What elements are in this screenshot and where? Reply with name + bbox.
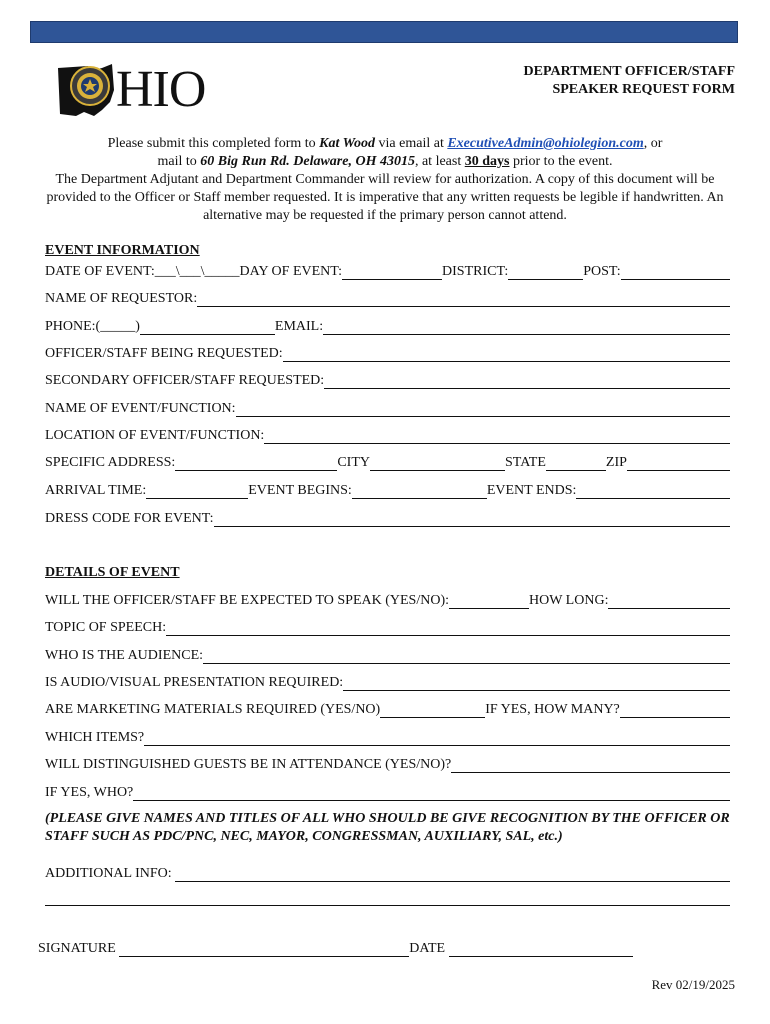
requestor-field[interactable] bbox=[197, 292, 730, 307]
event-name-field[interactable] bbox=[236, 402, 730, 417]
additional-label: ADDITIONAL INFO: bbox=[45, 866, 176, 881]
row-officer bbox=[45, 344, 730, 362]
review-paragraph: The Department Adjutant and Department Commander will review for authorization. A copy of this document will be provided to the Officer or Staff member requested. It is imperative that any written requests be legible if handwritten. An alternative may be requested if the primary person cannot attend. bbox=[46, 172, 724, 223]
day-label: DAY OF EVENT: bbox=[239, 264, 343, 279]
row-dress bbox=[45, 509, 730, 527]
intro-text-part: via email at bbox=[375, 136, 448, 151]
district-label: DISTRICT: bbox=[442, 264, 509, 279]
mail-address: 60 Big Run Rd. Delaware, OH 43015 bbox=[200, 154, 415, 169]
form-title bbox=[524, 63, 735, 99]
row-address bbox=[45, 453, 730, 471]
post-field[interactable] bbox=[621, 265, 730, 280]
intro-text-part: prior to the event. bbox=[509, 154, 613, 169]
dress-field[interactable] bbox=[214, 512, 731, 527]
row-guests bbox=[45, 755, 730, 773]
logo-text: HIO bbox=[116, 61, 206, 118]
row-secondary bbox=[45, 371, 730, 389]
additional-field-line2[interactable] bbox=[45, 891, 730, 906]
how-many-label: IF YES, HOW MANY? bbox=[485, 702, 620, 717]
intro-text-part: mail to bbox=[157, 154, 201, 169]
address-label: SPECIFIC ADDRESS: bbox=[45, 455, 176, 470]
row-date bbox=[45, 262, 730, 280]
begins-label: EVENT BEGINS: bbox=[248, 483, 352, 498]
row-audience bbox=[45, 646, 730, 664]
arrival-field[interactable] bbox=[146, 484, 248, 499]
signature-field[interactable] bbox=[119, 942, 409, 957]
ohio-state-legion-emblem-icon bbox=[54, 60, 124, 120]
event-information-heading: EVENT INFORMATION bbox=[45, 243, 200, 258]
how-long-label: HOW LONG: bbox=[529, 593, 609, 608]
guests-field[interactable] bbox=[451, 758, 730, 773]
row-items bbox=[45, 728, 730, 746]
email-label: EMAIL: bbox=[274, 319, 324, 334]
row-additional-2 bbox=[45, 888, 730, 906]
speak-label: WILL THE OFFICER/STAFF BE EXPECTED TO SPEAK (YES/NO): bbox=[45, 593, 449, 608]
header-bar bbox=[30, 21, 738, 43]
signature-label: SIGNATURE bbox=[38, 941, 120, 956]
items-label: WHICH ITEMS? bbox=[45, 730, 145, 745]
requestor-label: NAME OF REQUESTOR: bbox=[45, 291, 198, 306]
contact-name: Kat Wood bbox=[319, 136, 376, 151]
intro-text-part: , at least bbox=[414, 154, 465, 169]
revision-date: Rev 02/19/2025 bbox=[651, 977, 735, 992]
how-long-field[interactable] bbox=[608, 594, 730, 609]
audience-field[interactable] bbox=[203, 649, 730, 664]
intro-text-part: , or bbox=[643, 136, 663, 151]
row-av bbox=[45, 673, 730, 691]
items-field[interactable] bbox=[144, 731, 730, 746]
row-additional bbox=[45, 864, 730, 882]
topic-field[interactable] bbox=[166, 621, 730, 636]
city-label: CITY bbox=[337, 455, 370, 470]
ends-label: EVENT ENDS: bbox=[486, 483, 577, 498]
begins-field[interactable] bbox=[352, 484, 487, 499]
district-field[interactable] bbox=[508, 265, 583, 280]
recognition-note: (PLEASE GIVE NAMES AND TITLES OF ALL WHO SHOULD BE GIVE RECOGNITION BY THE OFFICER OR STAFF SUCH AS PDC/PNC, NEC, MAYOR, CONGRESSMAN, AUXILIARY, SAL, etc.) bbox=[45, 811, 730, 844]
row-event-name bbox=[45, 399, 730, 417]
city-field[interactable] bbox=[370, 456, 505, 471]
location-label: LOCATION OF EVENT/FUNCTION: bbox=[45, 428, 265, 443]
row-who bbox=[45, 783, 730, 801]
day-field[interactable] bbox=[342, 265, 442, 280]
location-field[interactable] bbox=[264, 429, 730, 444]
deadline-days: 30 days bbox=[464, 154, 510, 169]
av-field[interactable] bbox=[343, 676, 730, 691]
email-field[interactable] bbox=[323, 320, 730, 335]
intro-text bbox=[40, 135, 730, 225]
speak-field[interactable] bbox=[449, 594, 529, 609]
row-speak bbox=[45, 591, 730, 609]
ends-field[interactable] bbox=[576, 484, 730, 499]
additional-field[interactable] bbox=[175, 867, 730, 882]
secondary-label: SECONDARY OFFICER/STAFF REQUESTED: bbox=[45, 373, 325, 388]
address-field[interactable] bbox=[175, 456, 337, 471]
row-location bbox=[45, 426, 730, 444]
row-marketing bbox=[45, 700, 730, 718]
date-label: DATE OF EVENT:___\___\_____ bbox=[45, 264, 240, 279]
row-signature bbox=[38, 939, 633, 957]
state-field[interactable] bbox=[546, 456, 606, 471]
phone-label: PHONE:(_____) bbox=[45, 319, 140, 334]
form-title-line1: DEPARTMENT OFFICER/STAFF bbox=[523, 64, 735, 79]
how-many-field[interactable] bbox=[620, 703, 730, 718]
officer-field[interactable] bbox=[283, 347, 730, 362]
state-label: STATE bbox=[505, 455, 546, 470]
secondary-field[interactable] bbox=[324, 374, 730, 389]
marketing-label: ARE MARKETING MATERIALS REQUIRED (YES/NO) bbox=[45, 702, 381, 717]
event-name-label: NAME OF EVENT/FUNCTION: bbox=[45, 401, 236, 416]
row-phone bbox=[45, 317, 730, 335]
marketing-field[interactable] bbox=[380, 703, 485, 718]
who-label: IF YES, WHO? bbox=[45, 785, 134, 800]
arrival-label: ARRIVAL TIME: bbox=[45, 483, 147, 498]
audience-label: WHO IS THE AUDIENCE: bbox=[45, 648, 204, 663]
intro-text-part: Please submit this completed form to bbox=[107, 136, 320, 151]
sig-date-field[interactable] bbox=[449, 942, 633, 957]
av-label: IS AUDIO/VISUAL PRESENTATION REQUIRED: bbox=[45, 675, 344, 690]
who-field[interactable] bbox=[133, 786, 730, 801]
row-requestor bbox=[45, 289, 730, 307]
details-heading: DETAILS OF EVENT bbox=[45, 565, 180, 580]
phone-field[interactable] bbox=[140, 320, 275, 335]
form-title-line2: SPEAKER REQUEST FORM bbox=[552, 82, 735, 97]
guests-label: WILL DISTINGUISHED GUESTS BE IN ATTENDANCE (YES/NO)? bbox=[45, 757, 452, 772]
post-label: POST: bbox=[583, 264, 621, 279]
zip-label: ZIP bbox=[605, 455, 627, 470]
row-topic bbox=[45, 618, 730, 636]
topic-label: TOPIC OF SPEECH: bbox=[45, 620, 167, 635]
zip-field[interactable] bbox=[627, 456, 730, 471]
row-times bbox=[45, 481, 730, 499]
sig-date-label: DATE bbox=[409, 941, 449, 956]
email-link[interactable]: ExecutiveAdmin@ohiolegion.com bbox=[447, 136, 644, 151]
dress-label: DRESS CODE FOR EVENT: bbox=[45, 511, 214, 526]
officer-label: OFFICER/STAFF BEING REQUESTED: bbox=[45, 346, 283, 361]
ohio-logo bbox=[54, 60, 219, 120]
